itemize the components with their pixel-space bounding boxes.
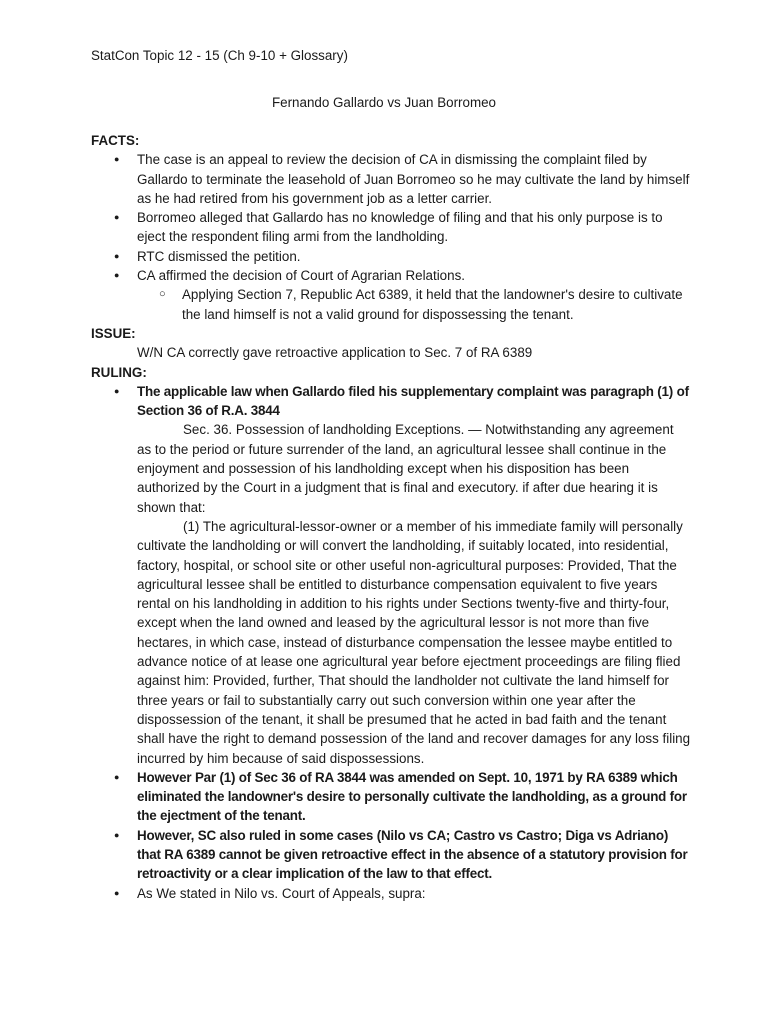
facts-heading: FACTS: (91, 133, 140, 148)
facts-item: ● The case is an appeal to review the decision of CA in dismissing the complaint filed by Gallardo to terminate the leasehold of Juan Borromeo so he may cultivate the land by himself as he had retired from his government job as a letter carrier. (91, 150, 691, 208)
issue-heading: ISSUE: (91, 325, 136, 341)
issue-text: W/N CA correctly gave retroactive application to Sec. 7 of RA 6389 (137, 345, 533, 361)
facts-sub-item: ○ Applying Section 7, Republic Act 6389, it held that the landowner's desire to cultivate the land himself is not a valid ground for dispossessing the tenant. (91, 285, 691, 324)
sec36-paragraph-1: (1) The agricultural-lessor-owner or a member of his immediate family will personally cultivate the landholding or will convert the landholding, if suitably located, into residential, factory, hospital, or school site or other useful non-agricultural purposes: Provided, That the agricultural lessee shall be entitled to disturbance compensation equivalent to five years rental on his landholding in addition to his rights under Sections twenty-five and thirty-four, except when the land owned and leased by the agricultural lessor is not more than five hectares, in which case, instead of disturbance compensation the lessee maybe entitled to advance notice of at lease one agricultural year before ejectment proceedings are filing flied against him: Provided, further, That should the landholder not cultivate the land himself for three years or fail to substantially carry out such conversion within one year after the dispossession of the tenant, it shall be presumed that he acted in bad faith and the tenant shall have the right to demand possession of the land and recover damages for any loss filing incurred by him because of said dispossessions. (137, 518, 691, 766)
ruling-point-text: The applicable law when Gallardo filed his supplementary complaint was paragraph (1) of Section 36 of R.A. 3844 (137, 383, 689, 419)
facts-item: ● RTC dismissed the petition. (91, 247, 691, 266)
ruling-point: ● However Par (1) of Sec 36 of RA 3844 was amended on Sept. 10, 1971 by RA 6389 which eliminated the landowner's desire to personally cultivate the landholding, as a ground for the ejectment of the tenant. (91, 768, 691, 826)
ruling-point: ● As We stated in Nilo vs. Court of Appeals, supra: (91, 884, 691, 903)
facts-item: ● CA affirmed the decision of Court of Agrarian Relations. (91, 266, 691, 285)
ruling-list (91, 382, 691, 903)
sec36-intro: Sec. 36. Possession of landholding Exceptions. — Notwithstanding any agreement as to the period or future surrender of the land, an agricultural lessee shall continue in the enjoyment and possession of his landholding except when his disposition has been authorized by the Court in a judgment that is final and executory. if after due hearing it is shown that: (137, 422, 674, 515)
case-title: Fernando Gallardo vs Juan Borromeo (271, 95, 497, 110)
document-header: StatCon Topic 12 - 15 (Ch 9-10 + Glossary) (91, 48, 348, 63)
facts-item: ● Borromeo alleged that Gallardo has no knowledge of filing and that his only purpose is to eject the respondent filing armi from the landholding. (91, 208, 691, 247)
ruling-heading: RULING: (91, 364, 147, 380)
ruling-point (91, 382, 691, 768)
ruling-point: ● However, SC also ruled in some cases (Nilo vs CA; Castro vs Castro; Diga vs Adriano) that RA 6389 cannot be given retroactive effect in the absence of a statutory provision for retroactivity or a clear implication of the law to that effect. (91, 826, 691, 884)
facts-list (91, 150, 691, 324)
document-body (91, 131, 691, 903)
